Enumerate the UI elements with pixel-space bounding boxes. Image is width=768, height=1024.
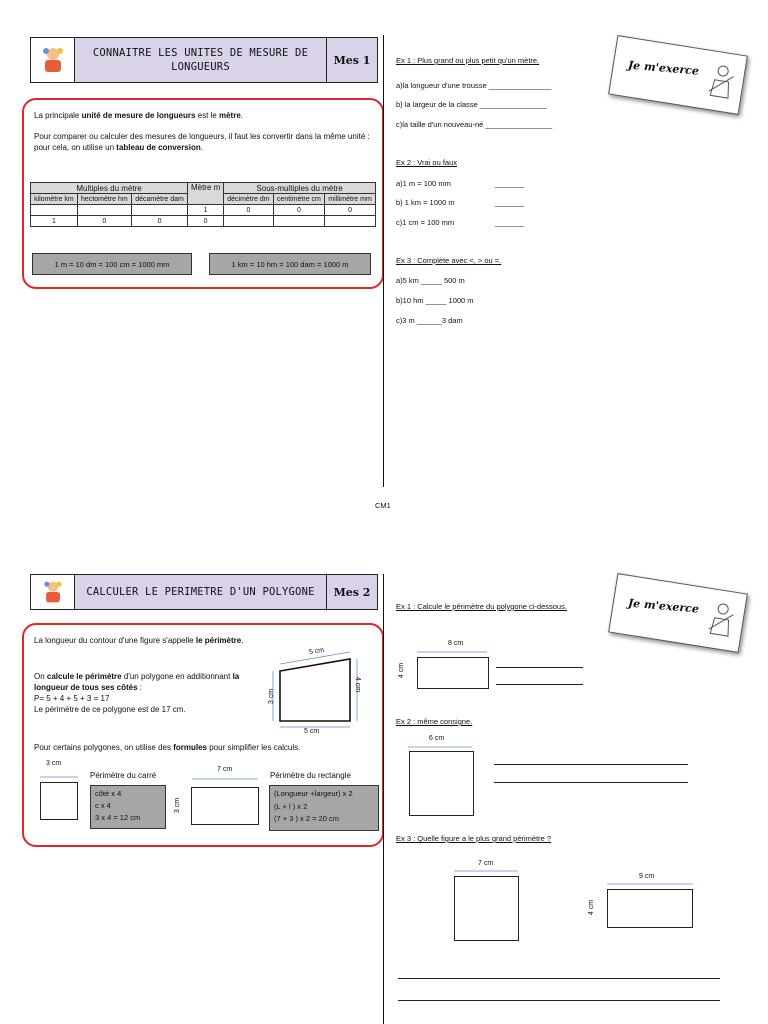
lesson-paragraph-1: La longueur du contour d'une figure s'appelle le périmètre. <box>34 636 244 645</box>
ex3-title: Ex 3 : Quelle figure a le plus grand périmètre ? <box>396 834 552 843</box>
rectangle-shape <box>191 787 259 825</box>
answer-line[interactable] <box>496 667 583 668</box>
rect-formula-line: (L + l ) x 2 <box>274 801 308 811</box>
metre-header: Mètre m <box>188 183 224 205</box>
ex2-item: b) 1 km = 1000 m <box>396 198 455 207</box>
polygon-top-label: 5 cm <box>308 646 325 657</box>
exercise-card <box>608 573 748 653</box>
lesson-paragraph-3: Pour certains polygones, on utilise des formules pour simplifier les calculs. <box>34 743 301 752</box>
pencil-child-icon <box>704 599 740 641</box>
square-formula-box <box>90 785 166 829</box>
ex1-rectangle <box>417 657 489 689</box>
table-cell: 0 <box>77 216 131 227</box>
ex2-width-label: 6 cm <box>429 735 445 742</box>
unit-hm: hectomètre hm <box>77 194 131 205</box>
unit-dm: décimètre dm <box>224 194 274 205</box>
ex1-title: Ex 1 : Plus grand ou plus petit qu'un mètre. <box>396 56 540 65</box>
exercise-card-label: Je m'exerce <box>627 58 700 78</box>
table-cell <box>31 205 78 216</box>
square-formula-line: 3 x 4 = 12 cm <box>95 813 141 822</box>
ex2-width-arrow <box>406 743 474 751</box>
lesson-code: Mes 2 <box>333 585 371 599</box>
class-logo <box>31 38 75 82</box>
polygon-right-label: 4 cm <box>354 676 362 693</box>
unit-cm: centimètre cm <box>273 194 324 205</box>
lesson-paragraph-2: On calcule le périmètre d'un polygone en additionnant la longueur de tous ses côtés : P= 5 + 4 + 5 + 3 = 17 Le périmètre de ce polygone est de 17 cm. <box>34 672 240 714</box>
ex1-item: b) la largeur de la classe ________________ <box>396 100 547 109</box>
lesson-code: Mes 1 <box>333 53 371 67</box>
ex2-title: Ex 2 : même consigne. <box>396 717 473 726</box>
answer-line[interactable] <box>494 782 688 783</box>
rect-height-label: 3 cm <box>174 797 182 814</box>
square-formula-line: côté x 4 <box>95 789 122 798</box>
ex1-width-label: 8 cm <box>448 640 464 647</box>
ex1-item: c)la taille d'un nouveau-né ________________ <box>396 120 553 129</box>
ex3-item: a)5 km _____ 500 m <box>396 276 465 285</box>
unit-km: kilomètre km <box>31 194 78 205</box>
ex2-title: Ex 2 : Vrai ou faux <box>396 158 458 167</box>
table-cell: 0 <box>188 216 224 227</box>
table-cell <box>224 216 274 227</box>
lesson-title: CALCULER LE PERIMETRE D'UN POLYGONE <box>75 575 327 609</box>
table-row <box>31 205 376 216</box>
ex2-blank: _______ <box>495 218 525 227</box>
multiples-header: Multiples du mètre <box>31 183 188 194</box>
polygon-figure <box>266 647 362 731</box>
table-cell: 1 <box>188 205 224 216</box>
answer-line[interactable] <box>496 684 583 685</box>
polygon-bottom-label: 5 cm <box>304 728 320 735</box>
column-divider <box>383 35 384 487</box>
table-cell: 0 <box>224 205 274 216</box>
ex1-title: Ex 1 : Calcule le périmètre du polygone ci-dessous. <box>396 602 567 611</box>
lesson-title: CONNAITRE LES UNITES DE MESURE DE LONGUEURS <box>75 38 327 82</box>
ex2-square <box>409 751 474 816</box>
ex3-rect-width-label: 9 cm <box>639 873 655 880</box>
ex1-width-arrow <box>415 648 489 656</box>
ex1-item: a)la longueur d'une trousse _______________ <box>396 81 552 90</box>
answer-line[interactable] <box>398 978 720 979</box>
square-shape <box>40 782 78 820</box>
table-cell: 0 <box>325 205 376 216</box>
lesson-header-mes2 <box>30 574 378 610</box>
polygon-left-label: 3 cm <box>268 688 276 705</box>
ex2-blank: _______ <box>495 179 525 188</box>
unit-mm: millimètre mm <box>325 194 376 205</box>
square-formula-line: c x 4 <box>95 801 111 810</box>
rect-formula-line: (7 + 3 ) x 2 = 20 cm <box>274 814 340 823</box>
table-cell: 0 <box>273 205 324 216</box>
table-cell: 1 <box>31 216 78 227</box>
exercise-card-label: Je m'exerce <box>627 596 700 616</box>
table-cell <box>131 205 187 216</box>
equivalence-box-km: 1 km = 10 hm = 100 dam = 1000 m <box>209 253 371 275</box>
table-cell <box>77 205 131 216</box>
lesson-header-mes1 <box>30 37 378 83</box>
ex3-rect-height-label: 4 cm <box>588 899 596 916</box>
page-footer: CM1 <box>375 501 391 510</box>
rect-formula-box <box>269 785 379 831</box>
conversion-table <box>30 182 376 227</box>
ex3-square-label: 7 cm <box>478 860 494 867</box>
ex2-item: a)1 m = 100 mm <box>396 179 451 188</box>
ex3-item: b)10 hm _____ 1000 m <box>396 296 474 305</box>
ex3-square <box>454 876 519 941</box>
rect-formula-line: (Longueur +largeur) x 2 <box>274 789 353 798</box>
unit-dam: décamètre dam <box>131 194 187 205</box>
lesson-box <box>22 98 384 289</box>
column-divider <box>383 574 384 1024</box>
answer-line[interactable] <box>398 1000 720 1001</box>
rect-perimeter-title: Périmètre du rectangle <box>270 771 351 780</box>
ex2-blank: _______ <box>495 198 525 207</box>
lesson-paragraph-1: La principale unité de mesure de longueurs est le mètre. <box>34 111 244 120</box>
square-dimension-arrow <box>38 769 80 779</box>
table-row <box>31 216 376 227</box>
exercise-card <box>608 35 748 115</box>
ex2-item: c)1 cm = 100 mm <box>396 218 455 227</box>
answer-line[interactable] <box>494 764 688 765</box>
class-logo <box>31 575 75 609</box>
ex3-rect-width-arrow <box>605 880 695 888</box>
square-perimeter-title: Périmètre du carré <box>90 771 157 780</box>
ex3-item: c)3 m ______3 dam <box>396 316 463 325</box>
square-dimension-label: 3 cm <box>46 760 62 767</box>
pencil-child-icon <box>704 61 740 103</box>
lesson-box <box>22 623 384 847</box>
ex3-rectangle <box>607 889 693 928</box>
ex1-height-label: 4 cm <box>398 662 406 679</box>
ex3-title: Ex 3 : Complète avec <, > ou =. <box>396 256 502 265</box>
ex3-square-arrow <box>452 867 520 875</box>
table-cell <box>325 216 376 227</box>
table-cell <box>273 216 324 227</box>
submultiples-header: Sous-multiples du mètre <box>224 183 376 194</box>
equivalence-box-metre: 1 m = 10 dm = 100 cm = 1000 mm <box>32 253 192 275</box>
lesson-paragraph-2: Pour comparer ou calculer des mesures de longueurs, il faut les convertir dans la même unité : pour cela, on utilise un tableau de conversion. <box>34 132 370 152</box>
rect-width-label: 7 cm <box>217 766 233 773</box>
rect-width-arrow <box>190 775 260 783</box>
table-cell: 0 <box>131 216 187 227</box>
